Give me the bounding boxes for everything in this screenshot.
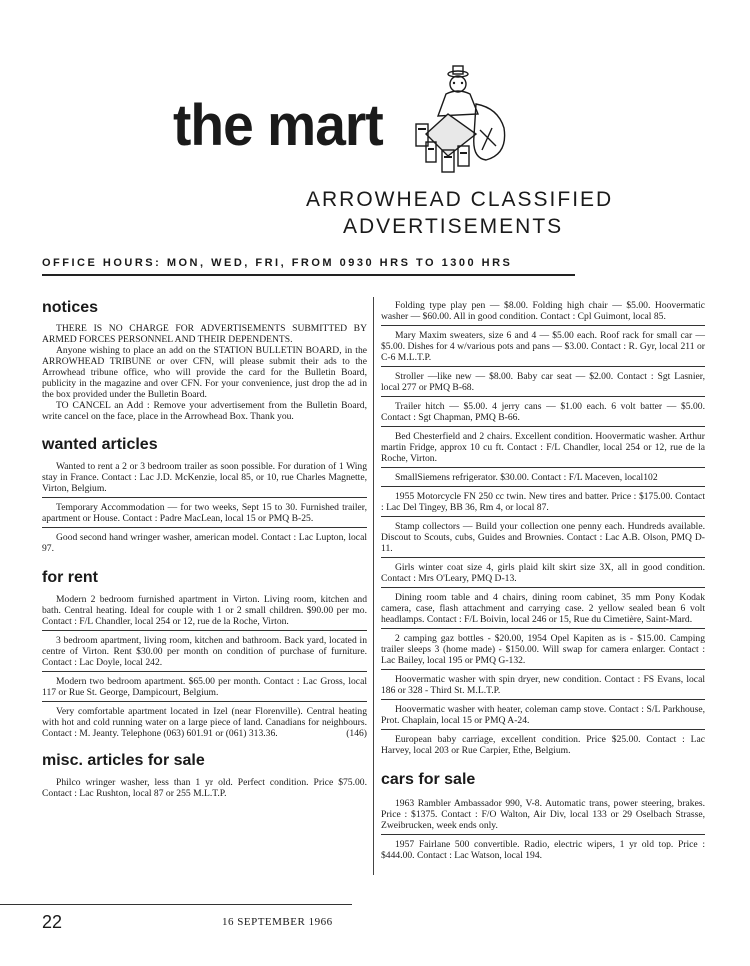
sale-ad: Dining room table and 4 chairs, dining room cabinet, 35 mm Pony Kodak camera, case, flash attachment and carrying case. 2 yellow sealed bean 6 volt headlamps. Contact : F/L Boivin, local 246 or 15, Rue du Cimetière, Saint-Mard. [381, 592, 705, 625]
sale-ad: Stroller —like new — $8.00. Baby car seat — $2.00. Contact : Sgt Lasnier, local 277 or PMQ B-68. [381, 371, 705, 393]
ad-divider [381, 669, 705, 670]
section-heading-wanted: wanted articles [42, 436, 158, 453]
rent-ad [42, 706, 367, 739]
ad-divider [381, 486, 705, 487]
right-column [381, 300, 705, 861]
office-hours: OFFICE HOURS: MON, WED, FRI, FROM 0930 HRS TO 1300 HRS [42, 257, 513, 269]
sale-ad: Hoovermatic washer with spin dryer, new condition. Contact : FS Evans, local 186 or 328 - Third St. M.L.T.P. [381, 674, 705, 696]
sale-ad: Mary Maxim sweaters, size 6 and 4 — $5.00 each. Roof rack for small car — $5.00. Dishes for 4 w/various pots and pans — $3.00. Contact : R. Gyr, local 211 or C-6 M.L.T.P. [381, 330, 705, 363]
sale-ad: Stamp collectors — Build your collection one penny each. Hundreds available. Discout to Scouts, cubs, Guides and Brownies. Contact : Lac A.B. Olson, PMQ D-11. [381, 521, 705, 554]
column-divider [373, 297, 374, 875]
section-heading-cars-for-sale: cars for sale [381, 771, 476, 788]
issue-date: 16 SEPTEMBER 1966 [222, 916, 333, 928]
sale-ad: Bed Chesterfield and 2 chairs. Excellent condition. Hoovermatic washer. Arthur martin Fridge, approx 10 cu ft. Contact : F/L Chandler, local 254 or 12, rue de la Roche, Virton. [381, 431, 705, 464]
sale-ad: Hoovermatic washer with heater, coleman camp stove. Contact : S/L Parkhouse, Prot. Chaplain, local 15 or PMQ A-24. [381, 704, 705, 726]
ad-divider [42, 527, 367, 528]
left-column [42, 300, 367, 799]
sale-ad: Folding type play pen — $8.00. Folding high chair — $5.00. Hoovermatic washer — $60.00. All in good condition. Contact : Cpl Guimont, local 85. [381, 300, 705, 322]
ad-divider [381, 366, 705, 367]
rent-ad: Modern two bedroom apartment. $65.00 per month. Contact : Lac Gross, local 117 or Rue St. George, Dampicourt, Belgium. [42, 676, 367, 698]
footer-rule [0, 904, 352, 905]
ad-divider [381, 557, 705, 558]
ad-divider [381, 396, 705, 397]
title-line-2: ADVERTISEMENTS [343, 215, 564, 238]
ad-reference-number: (146) [346, 728, 367, 739]
sale-ad: SmallSiemens refrigerator. $30.00. Contact : F/L Maceven, local102 [395, 472, 658, 483]
ad-divider [381, 729, 705, 730]
ad-divider [42, 671, 367, 672]
ad-divider [381, 325, 705, 326]
sale-ad: 1955 Motorcycle FN 250 cc twin. New tires and batter. Price : $175.00. Contact : Lac Del Tingey, BB 36, Rm 4, or local 87. [381, 491, 705, 513]
ad-divider [381, 834, 705, 835]
section-heading-misc-articles: misc. articles for sale [42, 752, 205, 769]
shopkeeper-illustration [408, 64, 518, 176]
rent-ad: Modern 2 bedroom furnished apartment in Virton. Living room, kitchen and bath. Central heating. Ideal for couple with 1 or 2 small children. $90.00 per mo. Contact : F/L Chandler, local 254 or 12, rue de la Roche, Virton. [42, 594, 367, 627]
notice-paragraph: Anyone wishing to place an add on the STATION BULLETIN BOARD, in the ARROWHEAD TRIBUNE or over CFN, will please submit their ads to the Arrowhead tribune office, who will provide the card for the Bulletin Board, publicity in the magazine and over CFN. For your convenience, just drop the ad in the box provided under the Bulletin Board. [42, 345, 367, 400]
page-number: 22 [42, 912, 63, 932]
ad-divider [42, 630, 367, 631]
wanted-ad: Temporary Accommodation — for two weeks, Sept 15 to 30. Furnished trailer, apartment or House. Contact : Padre MacLean, local 15 or PMQ B-25. [42, 502, 367, 524]
wanted-ad: Good second hand wringer washer, american model. Contact : Lac Lupton, local 97. [42, 532, 367, 554]
ad-divider [42, 701, 367, 702]
sale-ad: 2 camping gaz bottles - $20.00, 1954 Opel Kapiten as is - $15.00. Camping trailer sleeps 3 (home made) - $150.00. Will swap for camera enlarger. Contact : Lac Bailey, local 195 or PMQ G-132. [381, 633, 705, 666]
ad-divider [381, 467, 705, 468]
ad-divider [381, 587, 705, 588]
masthead: the mart [173, 93, 383, 158]
section-heading-for-rent: for rent [42, 569, 98, 586]
wanted-ad: Wanted to rent a 2 or 3 bedroom trailer as soon possible. For duration of 1 Wing stay in France. Contact : Lac J.D. McKenzie, local 85, or 10, rue Charles Magnette, Virton, Belgium. [42, 461, 367, 494]
ad-divider [381, 426, 705, 427]
ad-divider [381, 699, 705, 700]
car-ad: 1963 Rambler Ambassador 990, V-8. Automatic trans, power steering, brakes. Price : $1375. Contact : F/O Walton, Air Div, local 133 or 29 Oselbach Strasse, Zweibrucken, week ends only. [381, 798, 705, 831]
ad-divider [381, 628, 705, 629]
title-line-1: ARROWHEAD CLASSIFIED [306, 188, 614, 211]
ad-divider [42, 497, 367, 498]
office-hours-rule [42, 274, 575, 276]
rent-ad-text: Very comfortable apartment located in Izel (near Florenville). Central heating with hot and cold running water on a large piece of land. Canadians for neighbours. Contact : M. Jeanty. Telephone (063) 601.91 or (061) 313.36. [42, 706, 367, 739]
notice-paragraph: TO CANCEL an Add : Remove your advertisement from the Bulletin Board, write cancel on the face, place in the Arrowhead Box. Thank you. [42, 400, 367, 422]
sale-ad: European baby carriage, excellent condition. Price $25.00. Contact : Lac Harvey, local 203 or Rue Carpier, Ethe, Belgium. [381, 734, 705, 756]
misc-ad: Philco wringer washer, less than 1 yr old. Perfect condition. Price $75.00. Contact : Lac Rushton, local 87 or 255 M.L.T.P. [42, 777, 367, 799]
sale-ad: Trailer hitch — $5.00. 4 jerry cans — $1.00 each. 6 volt batter — $5.00. Contact : Sgt Chapman, PMQ B-66. [381, 401, 705, 423]
section-heading-notices: notices [42, 299, 99, 316]
car-ad: 1957 Fairlane 500 convertible. Radio, electric wipers, 1 yr old top. Price : $444.00. Contact : Lac Watson, local 194. [381, 839, 705, 861]
rent-ad: 3 bedroom apartment, living room, kitchen and bathroom. Back yard, located in centre of Virton. Rent $30.00 per month on condition of purchase of furniture. Contact : Lac Doyle, local 242. [42, 635, 367, 668]
notice-paragraph: THERE IS NO CHARGE FOR ADVERTISEMENTS SUBMITTED BY ARMED FORCES PERSONNEL AND THEIR DEPENDENTS. [42, 323, 367, 345]
ad-divider [381, 516, 705, 517]
sale-ad: Girls winter coat size 4, girls plaid kilt skirt size 3X, all in good condition. Contact : Mrs O'Leary, PMQ D-13. [381, 562, 705, 584]
